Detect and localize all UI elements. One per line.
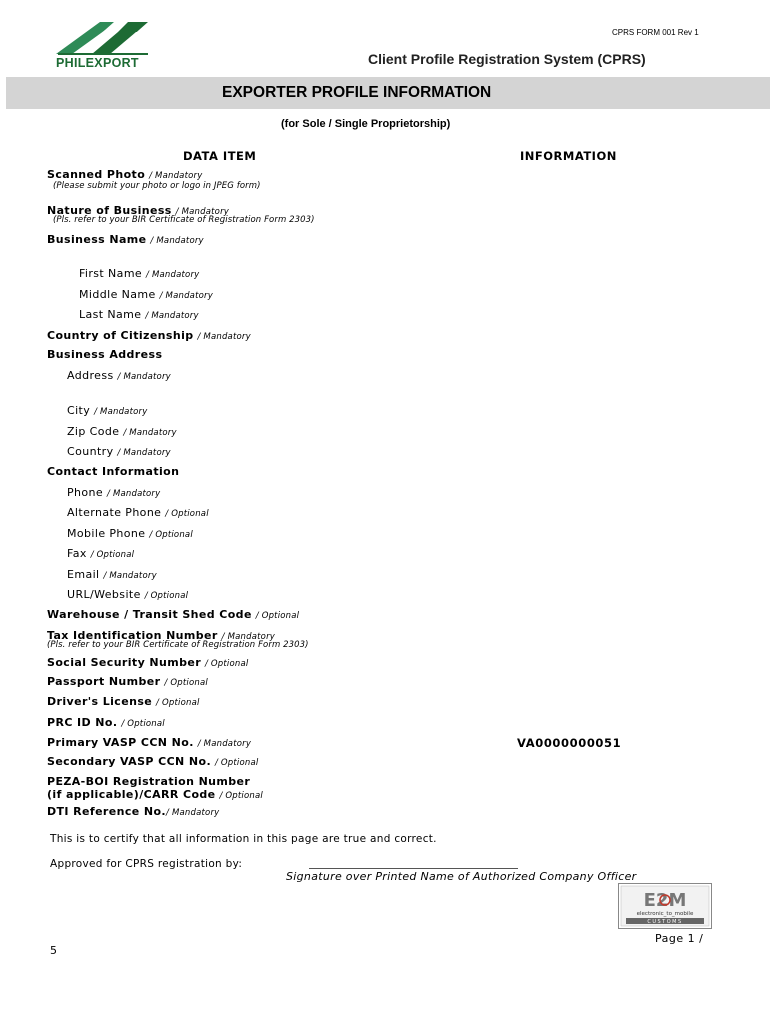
field-url-website bbox=[67, 588, 188, 601]
field-tag: / Mandatory bbox=[197, 739, 252, 749]
field-social-security-number bbox=[47, 656, 248, 669]
field-carr-code bbox=[47, 788, 263, 801]
field-note: (Pls. refer to your BIR Certificate of Registration Form 2303) bbox=[53, 215, 315, 225]
field-tag: / Mandatory bbox=[123, 428, 177, 438]
field-tag: / Mandatory bbox=[106, 489, 161, 499]
field-label: URL/Website bbox=[67, 588, 141, 601]
field-label: Primary VASP CCN No. bbox=[47, 736, 194, 749]
field-tag: / Optional bbox=[144, 591, 189, 601]
field-last-name bbox=[79, 308, 199, 321]
field-tag: / Mandatory bbox=[94, 407, 148, 417]
field-label: Nature of Business bbox=[47, 204, 172, 217]
field-label: Scanned Photo bbox=[47, 168, 146, 181]
field-tag: / Mandatory bbox=[103, 571, 157, 581]
field-label: Contact Information bbox=[47, 465, 180, 478]
section-business-address bbox=[47, 348, 162, 361]
field-peza-boi bbox=[47, 775, 250, 788]
field-primary-vasp-ccn bbox=[47, 736, 251, 749]
field-country bbox=[67, 445, 171, 458]
philexport-logo bbox=[52, 18, 152, 74]
signature-caption: Signature over Printed Name of Authorized Company Officer bbox=[286, 870, 637, 883]
field-label: Fax bbox=[67, 547, 87, 560]
section-contact-information bbox=[47, 465, 179, 478]
field-label: Business Name bbox=[47, 233, 147, 246]
field-alternate-phone bbox=[67, 506, 209, 519]
field-label: Country bbox=[67, 445, 114, 458]
svg-text:E2M: E2M bbox=[643, 890, 687, 911]
signature-line bbox=[309, 868, 518, 869]
page-title: EXPORTER PROFILE INFORMATION bbox=[222, 84, 492, 101]
field-label: First Name bbox=[79, 267, 143, 280]
field-tag: / Optional bbox=[219, 791, 263, 801]
field-label: Social Security Number bbox=[47, 656, 202, 669]
field-label: Email bbox=[67, 568, 100, 581]
field-mobile-phone bbox=[67, 527, 193, 540]
field-label: Mobile Phone bbox=[67, 527, 146, 540]
field-note: (Please submit your photo or logo in JPEG form) bbox=[53, 181, 261, 191]
field-secondary-vasp-ccn bbox=[47, 755, 258, 768]
field-tag: / Mandatory bbox=[149, 171, 203, 181]
field-label: (if applicable)/CARR Code bbox=[47, 788, 216, 801]
field-label: Phone bbox=[67, 486, 104, 499]
field-tag: / Mandatory bbox=[145, 311, 199, 321]
field-label: City bbox=[67, 404, 91, 417]
primary-vasp-ccn-value: VA0000000051 bbox=[517, 736, 622, 750]
philexport-mark-icon bbox=[52, 18, 152, 58]
e2m-customs: CUSTOMS bbox=[647, 919, 683, 925]
field-business-name bbox=[47, 233, 204, 246]
field-label: Business Address bbox=[47, 348, 163, 361]
field-tag: / Optional bbox=[164, 678, 208, 688]
field-label: Address bbox=[67, 369, 114, 382]
field-passport-number bbox=[47, 675, 208, 688]
field-country-of-citizenship bbox=[47, 329, 251, 342]
field-label: Tax Identification Number bbox=[47, 629, 218, 642]
field-tag: / Optional bbox=[121, 719, 165, 729]
field-tag: / Mandatory bbox=[166, 808, 220, 818]
field-tag: / Mandatory bbox=[197, 332, 251, 342]
field-tag: / Mandatory bbox=[150, 236, 204, 246]
field-label: Zip Code bbox=[67, 425, 120, 438]
field-fax bbox=[67, 547, 134, 560]
field-label: Alternate Phone bbox=[67, 506, 162, 519]
certification-text: This is to certify that all information in this page are true and correct. bbox=[50, 833, 437, 845]
field-zip-code bbox=[67, 425, 177, 438]
field-label: Secondary VASP CCN No. bbox=[47, 755, 212, 768]
page-subtitle: (for Sole / Single Proprietorship) bbox=[281, 118, 451, 130]
page-number: 5 bbox=[50, 944, 57, 957]
field-middle-name bbox=[79, 288, 213, 301]
field-tag: / Optional bbox=[156, 698, 200, 708]
field-prc-id bbox=[47, 716, 165, 729]
field-tag: / Optional bbox=[204, 659, 249, 669]
field-label: PRC ID No. bbox=[47, 716, 118, 729]
e2m-tagline: electronic_to_mobile bbox=[636, 911, 694, 917]
field-first-name bbox=[79, 267, 199, 280]
column-header-information: INFORMATION bbox=[520, 149, 617, 163]
approved-for-text: Approved for CPRS registration by: bbox=[50, 858, 243, 870]
field-tag: / Mandatory bbox=[221, 632, 275, 642]
field-label: Passport Number bbox=[47, 675, 161, 688]
e2m-logo-icon bbox=[618, 883, 712, 929]
field-warehouse-code bbox=[47, 608, 299, 621]
field-tag: / Optional bbox=[255, 611, 300, 621]
field-tag: / Optional bbox=[149, 530, 193, 540]
field-label: Driver's License bbox=[47, 695, 153, 708]
field-tag: / Mandatory bbox=[117, 448, 171, 458]
field-address bbox=[67, 369, 171, 382]
field-label: Last Name bbox=[79, 308, 142, 321]
field-tag: / Mandatory bbox=[117, 372, 171, 382]
field-city bbox=[67, 404, 147, 417]
field-scanned-photo bbox=[47, 168, 202, 181]
field-label: DTI Reference No. bbox=[47, 805, 167, 818]
field-phone bbox=[67, 486, 160, 499]
field-tag: / Optional bbox=[90, 550, 135, 560]
field-label: Middle Name bbox=[79, 288, 156, 301]
e2m-customs-logo bbox=[618, 883, 712, 929]
field-label: PEZA-BOI Registration Number bbox=[47, 775, 251, 788]
field-email bbox=[67, 568, 157, 581]
field-dti-reference bbox=[47, 805, 219, 818]
field-label: Warehouse / Transit Shed Code bbox=[47, 608, 252, 621]
field-tag: / Mandatory bbox=[175, 207, 229, 217]
logo-wordmark: PHILEXPORT bbox=[56, 56, 139, 70]
page-indicator: Page 1 / bbox=[655, 932, 704, 945]
field-note: (Pls. refer to your BIR Certificate of Registration Form 2303) bbox=[47, 640, 309, 650]
field-drivers-license bbox=[47, 695, 200, 708]
field-tag: / Optional bbox=[165, 509, 209, 519]
field-tag: / Optional bbox=[214, 758, 259, 768]
form-number: CPRS FORM 001 Rev 1 bbox=[612, 28, 699, 37]
field-label: Country of Citizenship bbox=[47, 329, 194, 342]
field-tag: / Mandatory bbox=[146, 270, 200, 280]
field-tag: / Mandatory bbox=[159, 291, 213, 301]
column-header-data-item: DATA ITEM bbox=[183, 149, 257, 163]
system-title: Client Profile Registration System (CPRS) bbox=[368, 51, 646, 67]
